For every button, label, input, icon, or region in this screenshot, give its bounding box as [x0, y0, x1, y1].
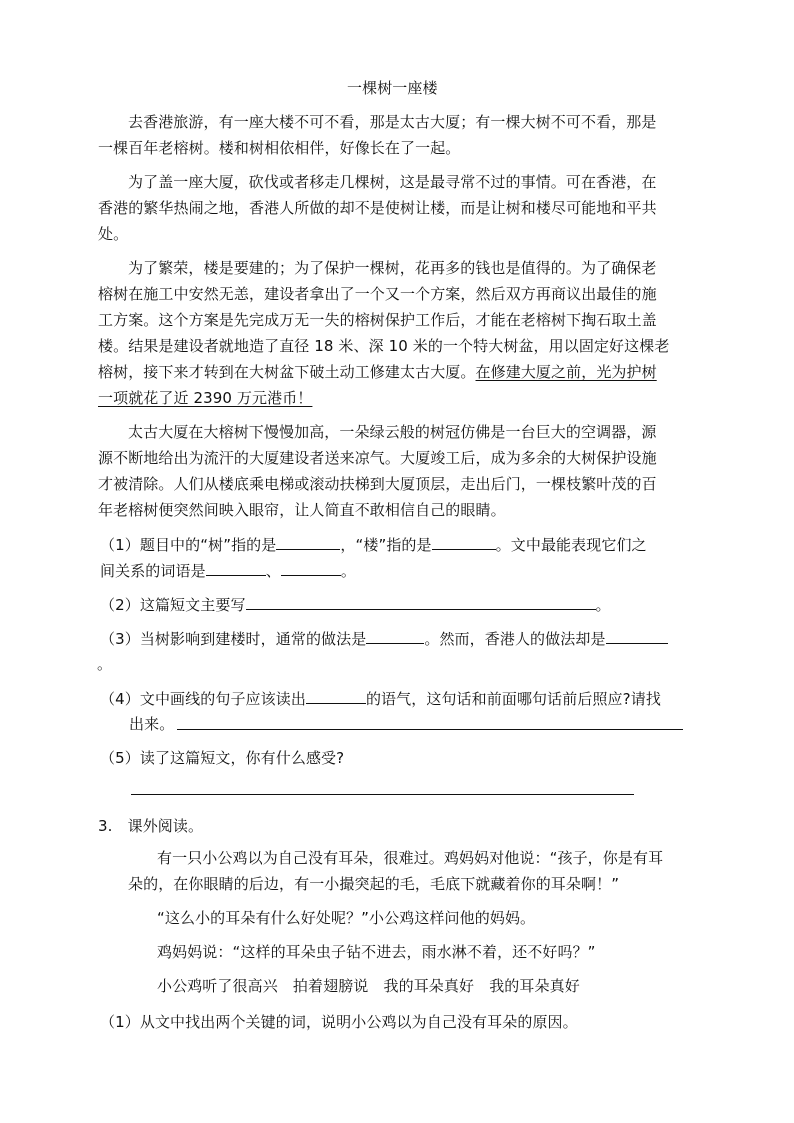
passage-p3-line3: 工方案。这个方案是先完成万无一失的榕树保护工作后，才能在老榕树下掏石取土盖	[98, 311, 657, 329]
answer-blank-1c[interactable]	[206, 560, 266, 576]
answer-blank-1d[interactable]	[281, 560, 341, 576]
passage-p3-line1: 为了繁荣，楼是要建的；为了保护一棵树，花再多的钱也是值得的。为了确保老	[128, 259, 657, 277]
underlined-sentence-part2: 一项就花了近 2390 万元港币！	[98, 389, 313, 407]
question-2: （2）这篇短文主要写 。	[100, 596, 611, 614]
story-p4: 小公鸡听了很高兴 拍着翅膀说 我的耳朵真好 我的耳朵真好	[157, 977, 580, 995]
passage-p3-line4: 楼。结果是建设者就地造了直径 18 米、深 10 米的一个特大树盆，用以固定好这棵老	[98, 337, 670, 355]
passage-p4-line2: 源不断地给出为流汗的大厦建设者送来凉气。大厦竣工后，成为多余的大树保护设施	[98, 449, 657, 467]
answer-blank-1a[interactable]	[276, 534, 340, 550]
passage-title: 一棵树一座楼	[347, 79, 438, 97]
passage-p4-line1: 太古大厦在大榕树下慢慢加高，一朵绿云般的树冠仿佛是一台巨大的空调器，源	[128, 423, 657, 441]
answer-line-4b[interactable]	[177, 729, 683, 730]
passage-p2-line3: 处。	[98, 225, 129, 243]
passage-p3-line2: 榕树在施工中安然无恙，建设者拿出了一个又一个方案，然后双方再商议出最佳的施	[98, 285, 657, 303]
question-4-line1: （4）文中画线的句子应该读出 的语气，这句话和前面哪句话前后照应?请找	[100, 690, 661, 708]
story-p1-line1: 有一只小公鸡以为自己没有耳朵，很难过。鸡妈妈对他说：“孩子，你是有耳	[157, 849, 664, 867]
question-3-line2: 。	[97, 655, 113, 673]
answer-blank-4a[interactable]	[306, 688, 366, 704]
passage-p2-line2: 香港的繁华热闹之地，香港人所做的却不是使树让楼，而是让树和楼尽可能地和平共	[98, 199, 657, 217]
section-3-heading: 3. 课外阅读。	[98, 817, 204, 835]
answer-blank-2[interactable]	[246, 594, 596, 610]
answer-blank-1b[interactable]	[432, 534, 496, 550]
passage-p3-line5-plain: 榕树，接下来才转到在大树盆下破土动工修建太古大厦。	[98, 363, 476, 381]
passage-p4-line4: 年老榕树便突然间映入眼帘，让人简直不敢相信自己的眼睛。	[98, 501, 506, 519]
question-3-line1: （3）当树影响到建楼时，通常的做法是 。然而，香港人的做法却是	[100, 628, 668, 649]
story-p3: 鸡妈妈说：“这样的耳朵虫子钻不进去，雨水淋不着，还不好吗？”	[157, 943, 596, 961]
passage-p3-line6	[98, 388, 312, 408]
passage-p3-line5	[98, 362, 657, 382]
underlined-sentence-part1: 在修建大厦之前，光为护树	[475, 363, 657, 381]
question-4-line2: 出来。	[129, 715, 175, 733]
answer-line-5[interactable]	[131, 794, 634, 795]
passage-p2-line1: 为了盖一座大厦，砍伐或者移走几棵树，这是最寻常不过的事情。可在香港，在	[128, 173, 657, 191]
question-1-line2: 间关系的词语是 、 。	[100, 562, 356, 580]
passage-p1-line1: 去香港旅游，有一座大楼不可不看，那是太古大厦；有一棵大树不可不看，那是	[128, 113, 657, 131]
story-p2: “这么小的耳朵有什么好处呢？”小公鸡这样问他的妈妈。	[157, 909, 536, 927]
story-p1-line2: 朵的，在你眼睛的后边，有一小撮突起的毛，毛底下就藏着你的耳朵啊！”	[128, 875, 620, 893]
passage-p1-line2: 一棵百年老榕树。楼和树相依相伴，好像长在了一起。	[98, 139, 461, 157]
question-5: （5）读了这篇短文，你有什么感受?	[100, 749, 345, 767]
question-1-line1: （1）题目中的“树”指的是 ，“楼”指的是 。文中最能表现它们之	[100, 536, 647, 554]
answer-blank-3b[interactable]	[606, 628, 668, 644]
passage-p4-line3: 才被清除。人们从楼底乘电梯或滚动扶梯到大厦顶层，走出后门，一棵枝繁叶茂的百	[98, 475, 657, 493]
answer-blank-3a[interactable]	[366, 628, 424, 644]
section-3-question-1: （1）从文中找出两个关键的词，说明小公鸡以为自己没有耳朵的原因。	[100, 1013, 578, 1031]
